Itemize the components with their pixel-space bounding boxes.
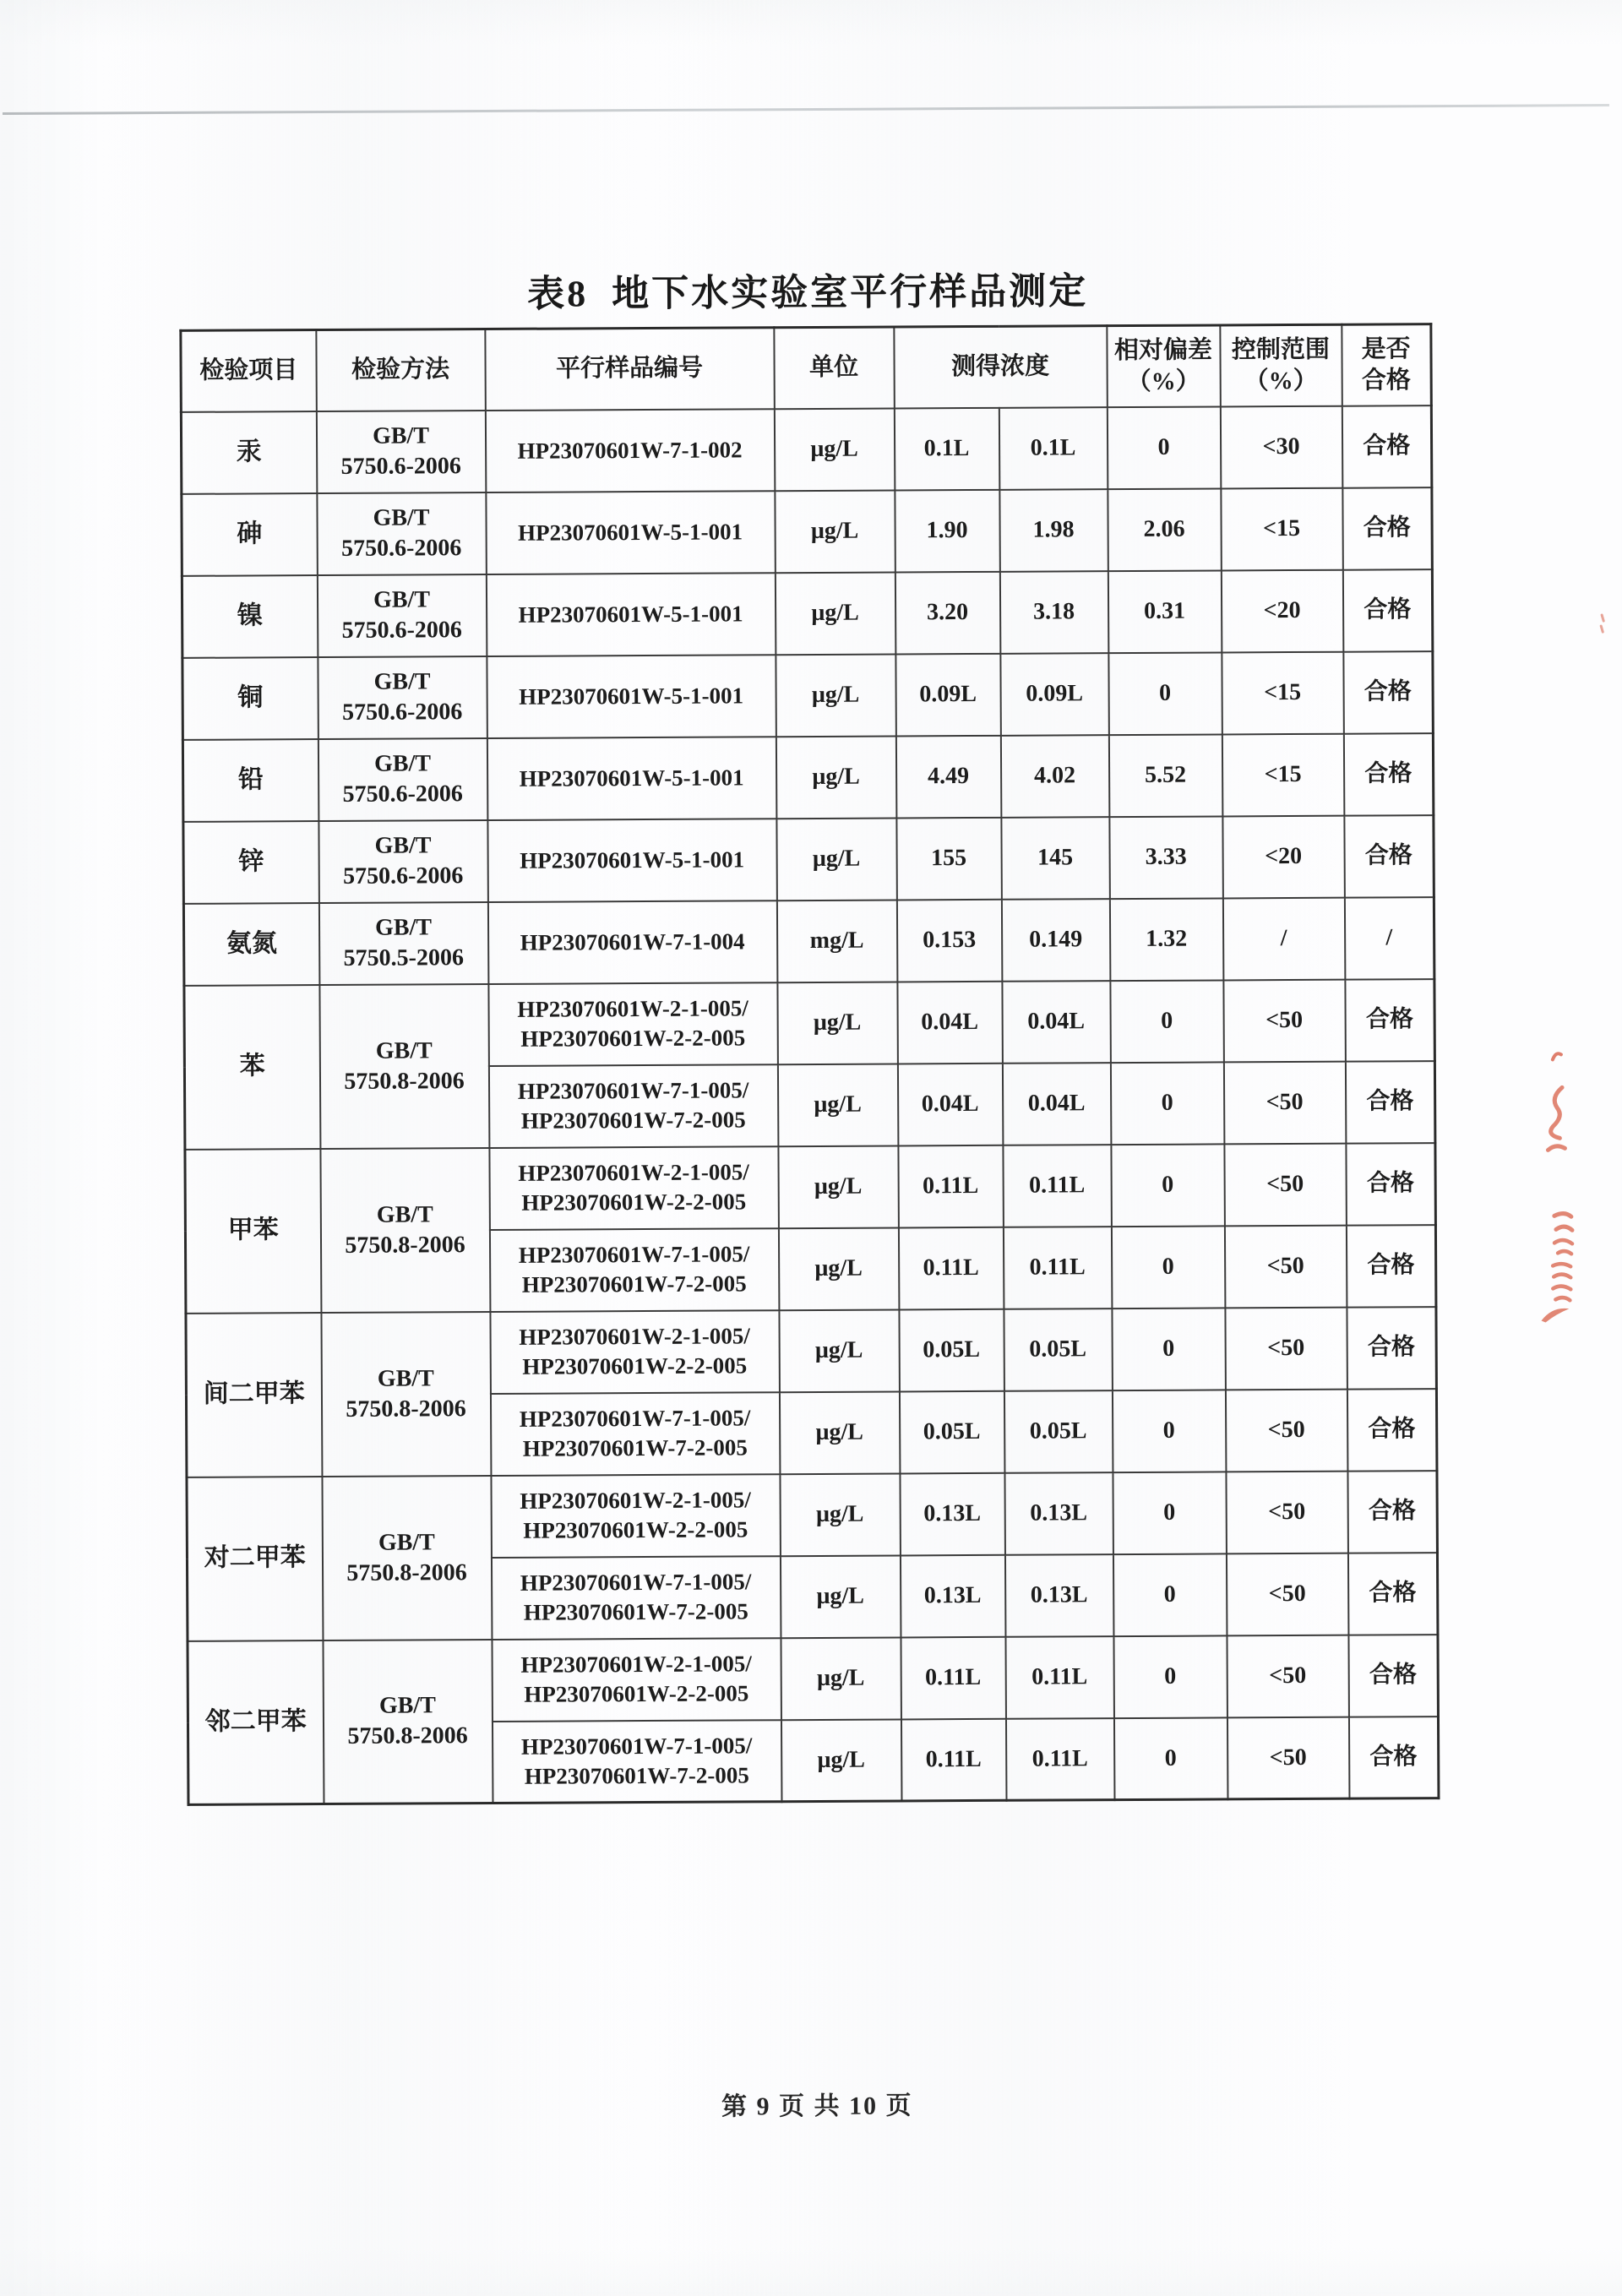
qualified-cell: 合格 (1342, 487, 1433, 570)
sample-id-cell: HP23070601W-5-1-001 (487, 655, 776, 738)
concentration-1-cell: 4.49 (895, 735, 1001, 818)
concentration-2-cell: 0.149 (1001, 899, 1110, 982)
sample-id-cell: HP23070601W-2-1-005/ HP23070601W-2-2-005 (490, 1310, 780, 1394)
unit-cell: μg/L (776, 736, 896, 819)
unit-cell: μg/L (781, 1637, 901, 1720)
control-range-cell: <15 (1222, 733, 1344, 816)
control-range-cell: <20 (1221, 569, 1343, 652)
concentration-1-cell: 0.04L (897, 981, 1003, 1064)
concentration-1-cell: 0.05L (899, 1309, 1004, 1391)
table-row (182, 569, 1433, 658)
qualified-cell: 合格 (1346, 1225, 1436, 1308)
table-row (182, 651, 1434, 740)
unit-cell: μg/L (778, 1145, 899, 1228)
concentration-1-cell: 0.11L (901, 1636, 1006, 1719)
red-ink-mark (1548, 1260, 1575, 1303)
concentration-1-cell: 1.90 (895, 489, 1000, 572)
concentration-1-cell: 0.11L (898, 1227, 1004, 1309)
concentration-2-cell: 4.02 (1000, 735, 1109, 818)
table-row (185, 1143, 1436, 1232)
unit-cell: μg/L (778, 1227, 899, 1310)
control-range-cell: <50 (1225, 1307, 1347, 1390)
item-cell: 甲苯 (185, 1149, 321, 1314)
unit-cell: μg/L (776, 818, 897, 900)
table-row (183, 815, 1434, 904)
concentration-1-cell: 0.04L (897, 1063, 1003, 1145)
relative-deviation-cell: 2.06 (1108, 488, 1222, 571)
relative-deviation-cell: 0 (1110, 1062, 1224, 1145)
item-cell: 铜 (182, 657, 318, 740)
unit-cell: μg/L (779, 1309, 900, 1392)
page-number: 第 9 页 共 10 页 (721, 2092, 913, 2121)
control-range-cell: <50 (1227, 1635, 1349, 1717)
method-cell: GB/T 5750.6-2006 (317, 574, 487, 657)
control-range-cell: <20 (1222, 815, 1345, 898)
header-item: 检验项目 (181, 330, 317, 412)
qualified-cell: 合格 (1346, 1143, 1436, 1226)
unit-cell: mg/L (776, 900, 897, 982)
concentration-2-cell: 0.13L (1004, 1554, 1113, 1637)
concentration-2-cell: 0.1L (999, 407, 1108, 490)
sample-id-cell: HP23070601W-7-1-002 (485, 409, 775, 492)
qualified-cell: / (1344, 897, 1434, 980)
unit-cell: μg/L (775, 572, 895, 655)
relative-deviation-cell: 5.52 (1108, 734, 1222, 817)
relative-deviation-cell: 0 (1113, 1472, 1227, 1554)
sample-id-cell: HP23070601W-5-1-001 (487, 819, 777, 902)
header-row (181, 324, 1431, 412)
qualified-cell: 合格 (1348, 1717, 1439, 1799)
red-ink-mark (1598, 612, 1607, 634)
method-cell: GB/T 5750.8-2006 (319, 984, 489, 1149)
concentration-2-cell: 0.05L (1004, 1309, 1113, 1391)
sample-id-cell: HP23070601W-2-1-005/ HP23070601W-2-2-005 (488, 982, 778, 1066)
method-cell: GB/T 5750.8-2006 (320, 1147, 490, 1312)
control-range-cell: <50 (1223, 1061, 1346, 1144)
red-ink-mark (1549, 1209, 1576, 1258)
concentration-1-cell: 3.20 (895, 571, 1000, 654)
concentration-1-cell: 0.11L (901, 1718, 1006, 1801)
control-range-cell: / (1222, 897, 1345, 980)
header-method: 检验方法 (316, 329, 485, 411)
concentration-2-cell: 145 (1001, 817, 1110, 900)
concentration-2-cell: 0.11L (1005, 1636, 1114, 1719)
qualified-cell: 合格 (1342, 569, 1433, 652)
concentration-2-cell: 0.09L (1000, 653, 1109, 736)
concentration-2-cell: 0.04L (1002, 981, 1111, 1064)
unit-cell: μg/L (776, 654, 896, 737)
sample-id-cell: HP23070601W-7-1-005/ HP23070601W-7-2-005 (492, 1720, 781, 1804)
header-unit: 单位 (774, 327, 895, 409)
sample-id-cell: HP23070601W-5-1-001 (487, 737, 776, 820)
qualified-cell: 合格 (1347, 1389, 1437, 1472)
unit-cell: μg/L (780, 1555, 901, 1638)
item-cell: 锌 (183, 821, 319, 904)
control-range-cell: <50 (1226, 1553, 1348, 1635)
sample-id-cell: HP23070601W-2-1-005/ HP23070601W-2-2-005 (489, 1146, 779, 1230)
sample-id-cell: HP23070601W-7-1-005/ HP23070601W-7-2-005 (490, 1392, 780, 1476)
method-cell: GB/T 5750.6-2006 (316, 411, 486, 493)
qualified-cell: 合格 (1342, 405, 1432, 488)
concentration-2-cell: 3.18 (999, 571, 1108, 654)
qualified-cell: 合格 (1343, 651, 1434, 734)
item-cell: 铅 (182, 739, 318, 822)
unit-cell: μg/L (777, 982, 898, 1064)
sample-id-cell: HP23070601W-7-1-005/ HP23070601W-7-2-005 (488, 1064, 778, 1148)
relative-deviation-cell: 3.33 (1109, 816, 1223, 899)
table-row (186, 1307, 1437, 1396)
concentration-1-cell: 0.13L (900, 1554, 1005, 1637)
relative-deviation-cell: 1.32 (1109, 898, 1223, 981)
qualified-cell: 合格 (1348, 1635, 1439, 1717)
sample-id-cell: HP23070601W-5-1-001 (486, 491, 776, 574)
red-ink-mark (1542, 1084, 1570, 1156)
method-cell: GB/T 5750.8-2006 (322, 1475, 492, 1640)
sample-id-cell: HP23070601W-2-1-005/ HP23070601W-2-2-005 (491, 1474, 781, 1558)
relative-deviation-cell: 0 (1113, 1553, 1227, 1636)
table-row (187, 1471, 1438, 1559)
concentration-2-cell: 1.98 (999, 489, 1108, 572)
sample-id-cell: HP23070601W-2-1-005/ HP23070601W-2-2-005 (492, 1638, 781, 1722)
control-range-cell: <50 (1224, 1143, 1347, 1226)
concentration-1-cell: 0.09L (895, 653, 1001, 736)
table-row (182, 733, 1434, 822)
relative-deviation-cell: 0 (1113, 1717, 1227, 1800)
concentration-2-cell: 0.04L (1002, 1063, 1111, 1145)
concentration-1-cell: 155 (896, 817, 1002, 900)
item-cell: 邻二甲苯 (188, 1640, 324, 1805)
method-cell: GB/T 5750.6-2006 (318, 656, 487, 739)
item-cell: 镍 (182, 575, 318, 658)
sample-id-cell: HP23070601W-7-1-005/ HP23070601W-7-2-005 (491, 1556, 781, 1640)
unit-cell: μg/L (780, 1473, 901, 1556)
unit-cell: μg/L (777, 1064, 898, 1146)
item-cell: 对二甲苯 (187, 1477, 323, 1641)
qualified-cell: 合格 (1347, 1553, 1438, 1635)
method-cell: GB/T 5750.6-2006 (318, 738, 487, 821)
item-cell: 汞 (181, 411, 317, 494)
unit-cell: μg/L (781, 1719, 901, 1802)
concentration-1-cell: 0.1L (894, 407, 999, 490)
concentration-1-cell: 0.11L (898, 1145, 1004, 1227)
control-range-cell: <30 (1220, 405, 1342, 488)
control-range-cell: <50 (1224, 1225, 1347, 1308)
table-row (183, 897, 1434, 986)
qualified-cell: 合格 (1345, 1061, 1435, 1144)
sample-id-cell: HP23070601W-7-1-004 (487, 900, 777, 984)
qualified-cell: 合格 (1347, 1471, 1438, 1553)
unit-cell: μg/L (779, 1391, 900, 1474)
relative-deviation-cell: 0.31 (1108, 570, 1222, 653)
header-concentration: 测得浓度 (894, 326, 1108, 408)
concentration-2-cell: 0.05L (1004, 1390, 1113, 1473)
item-cell: 氨氮 (183, 903, 319, 986)
item-cell: 苯 (184, 985, 320, 1150)
relative-deviation-cell: 0 (1110, 980, 1224, 1063)
table-title: 表8 地下水实验室平行样品测定 (527, 270, 1089, 315)
control-range-cell: <50 (1225, 1389, 1347, 1472)
header-control-range: 控制范围 （%） (1220, 324, 1342, 406)
concentration-2-cell: 0.11L (1005, 1718, 1114, 1801)
unit-cell: μg/L (774, 408, 895, 491)
header-relative-deviation: 相对偏差 （%） (1107, 325, 1221, 407)
red-ink-mark (1550, 1048, 1564, 1064)
method-cell: GB/T 5750.6-2006 (318, 820, 488, 903)
relative-deviation-cell: 0 (1108, 652, 1222, 735)
concentration-2-cell: 0.11L (1003, 1145, 1112, 1227)
table-row (182, 487, 1433, 576)
method-cell: GB/T 5750.8-2006 (321, 1311, 491, 1476)
qualified-cell: 合格 (1347, 1307, 1437, 1390)
header-sample-id: 平行样品编号 (485, 328, 774, 411)
unit-cell: μg/L (775, 490, 895, 573)
relative-deviation-cell: 0 (1111, 1226, 1225, 1309)
qualified-cell: 合格 (1345, 979, 1435, 1062)
table-row (184, 979, 1435, 1068)
relative-deviation-cell: 0 (1112, 1308, 1226, 1390)
relative-deviation-cell: 0 (1113, 1635, 1227, 1718)
header-qualified: 是否 合格 (1342, 324, 1432, 406)
item-cell: 间二甲苯 (186, 1313, 322, 1477)
control-range-cell: <50 (1227, 1717, 1349, 1799)
sample-id-cell: HP23070601W-5-1-001 (486, 573, 776, 656)
concentration-2-cell: 0.13L (1004, 1472, 1113, 1555)
control-range-cell: <15 (1222, 651, 1344, 734)
control-range-cell: <50 (1226, 1471, 1348, 1553)
parallel-sample-table (179, 323, 1440, 1806)
qualified-cell: 合格 (1344, 815, 1434, 898)
control-range-cell: <50 (1223, 979, 1346, 1062)
table-row (188, 1635, 1439, 1723)
concentration-1-cell: 0.153 (896, 899, 1002, 982)
method-cell: GB/T 5750.5-2006 (318, 902, 488, 985)
method-cell: GB/T 5750.6-2006 (317, 492, 487, 575)
table-body (181, 405, 1439, 1805)
relative-deviation-cell: 0 (1112, 1390, 1226, 1472)
relative-deviation-cell: 0 (1107, 406, 1221, 489)
concentration-1-cell: 0.13L (900, 1472, 1005, 1555)
red-ink-mark (1539, 1303, 1571, 1324)
relative-deviation-cell: 0 (1111, 1144, 1225, 1227)
control-range-cell: <15 (1221, 487, 1343, 570)
sample-id-cell: HP23070601W-7-1-005/ HP23070601W-7-2-005 (489, 1228, 779, 1312)
method-cell: GB/T 5750.8-2006 (323, 1639, 493, 1804)
qualified-cell: 合格 (1343, 733, 1434, 816)
concentration-1-cell: 0.05L (899, 1390, 1004, 1473)
concentration-2-cell: 0.11L (1003, 1227, 1112, 1309)
table-row (181, 405, 1432, 494)
item-cell: 砷 (182, 493, 318, 576)
page-top-rule (3, 104, 1609, 115)
